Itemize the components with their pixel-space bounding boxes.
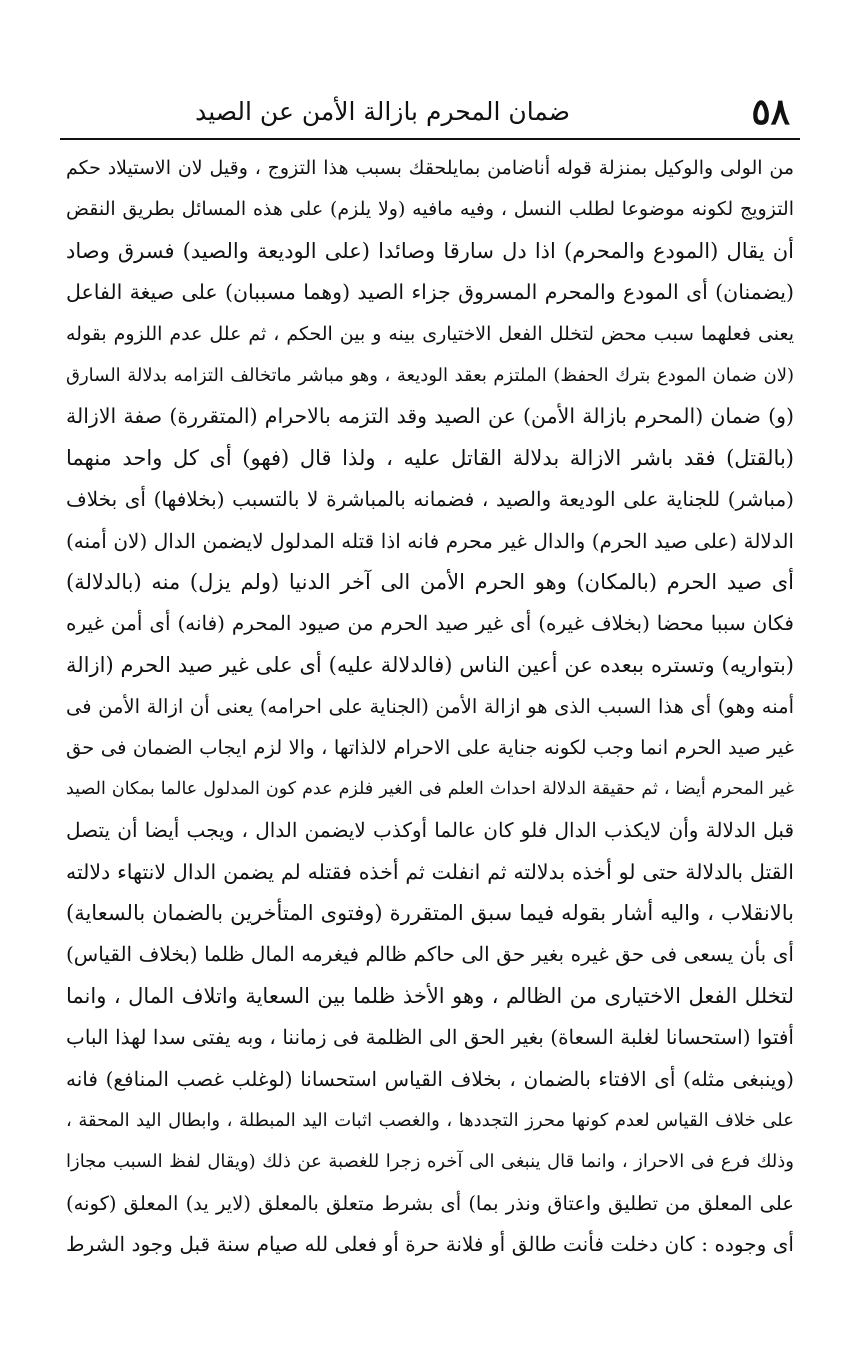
text-line: على خلاف القياس لعدم كونها محرز التجددها ، والغصب اثبات اليد المبطلة ، وابطال اليد المحقة ، (66, 1109, 794, 1131)
text-line: من الولى والوكيل بمنزلة قوله أناضامن بمايلحقك بسبب هذا التزوج ، وقيل لان الاستيلاد حكم (66, 157, 794, 179)
text-line: وذلك فرع فى الاحراز ، وانما قال ينبغى الى آخره زجرا للغصبة عن ذلك (ويقال لفظ السبب مجازا (66, 1151, 794, 1173)
text-line: (يضمنان) أى المودع والمحرم المسروق جزاء الصيد (وهما مسببان) على صيغة الفاعل (66, 280, 794, 305)
text-line: القتل بالدلالة حتى لو أخذه بدلالته ثم انفلت ثم أخذه فقتله لم يضمن الدال لانتهاء دلالته (66, 859, 794, 884)
header-divider (60, 138, 800, 140)
text-line: غير المحرم أيضا ، ثم حقيقة الدلالة احداث العلم فى الغير فلزم عدم كون المدلول عالما بمكان الصيد (66, 778, 794, 799)
text-line: لتخلل الفعل الاختيارى من الظالم ، وهو الأخذ ظلما بين السعاية واتلاف المال ، وانما (66, 983, 794, 1008)
text-line: (بالقتل) فقد باشر الازالة بدلالة القاتل عليه ، ولذا قال (فهو) أى كل واحد منهما (66, 445, 794, 470)
text-line: قبل الدلالة وأن لايكذب الدال فلو كان عالما أوكذب لايضمن الدال ، ويجب أيضا أن يتصل (66, 818, 794, 843)
text-line: أى صيد الحرم (بالمكان) وهو الحرم الأمن الى آخر الدنيا (ولم يزل) منه (بالدلالة) (66, 569, 794, 594)
text-line: أى وجوده : كان دخلت فأنت طالق أو فلانة حرة أو فعلى لله صيام سنة قبل وجود الشرط (66, 1232, 794, 1257)
text-line: أمنه وهو) أى هذا السبب الذى هو ازالة الأمن (الجناية على احرامه) يعنى أن ازالة الأمن فى (66, 695, 794, 719)
page-number: ٥٨ (751, 91, 790, 133)
text-line: فكان سببا محضا (بخلاف غيره) أى غير صيد الحرم من صيود المحرم (فانه) أى أمن غيره (66, 611, 794, 636)
text-line: (بتواريه) وتستره ببعده عن أعين الناس (فالدلالة عليه) أى على غير صيد الحرم (ازالة (66, 652, 794, 677)
text-line: أفتوا (استحسانا لغلبة السعاة) بغير الحق الى الظلمة فى زماننا ، وبه يفتى سدا لهذا الباب (66, 1025, 794, 1050)
text-line: (لان ضمان المودع بترك الحفظ) الملتزم بعقد الوديعة ، وهو مباشر ماتخالف التزامه بدلالة السارق (66, 364, 794, 386)
text-line: غير صيد الحرم انما وجب لكونه جناية على الاحرام لالذاتها ، والا لزم ايجاب الضمان فى حق (66, 736, 794, 760)
text-line: (و) ضمان (المحرم بازالة الأمن) عن الصيد وقد التزمه بالاحرام (المتقررة) صفة الازالة (66, 404, 794, 429)
text-line: بالانقلاب ، واليه أشار بقوله فيما سبق المتقررة (وفتوى المتأخرين بالضمان بالسعاية) (66, 901, 794, 926)
text-line: (مباشر) للجناية على الوديعة والصيد ، فضمانه بالمباشرة لا بالتسبب (بخلافها) أى بخلاف (66, 487, 794, 512)
body-text (66, 148, 794, 1266)
text-line: الدلالة (على صيد الحرم) والدال غير محرم فانه اذا قتله المدلول لايضمن الدال (لان أمنه) (66, 528, 794, 553)
text-line: (وينبغى مثله) أى الافتاء بالضمان ، بخلاف القياس استحسانا (لوغلب غصب المنافع) فانه (66, 1066, 794, 1091)
running-title: ضمان المحرم بازالة الأمن عن الصيد (195, 97, 570, 126)
text-line: على المعلق من تطليق واعتاق ونذر بما) أى بشرط متعلق بالمعلق (لاير يد) المعلق (كونه) (66, 1191, 794, 1215)
text-line: يعنى فعلهما سبب محض لتخلل الفعل الاختيارى بينه و بين الحكم ، ثم علل عدم اللزوم بقوله (66, 322, 794, 345)
text-line: أى بأن يسعى فى حق غيره بغير حق الى حاكم ظالم فيغرمه المال ظلما (بخلاف القياس) (66, 942, 794, 967)
text-line: التزويج لكونه موضوعا لطلب النسل ، وفيه مافيه (ولا يلزم) على هذه المسائل بطريق النقض (66, 198, 794, 221)
text-line: أن يقال (المودع والمحرم) اذا دل سارقا وصائدا (على الوديعة والصيد) فسرق وصاد (66, 238, 794, 263)
page-header (60, 88, 800, 136)
